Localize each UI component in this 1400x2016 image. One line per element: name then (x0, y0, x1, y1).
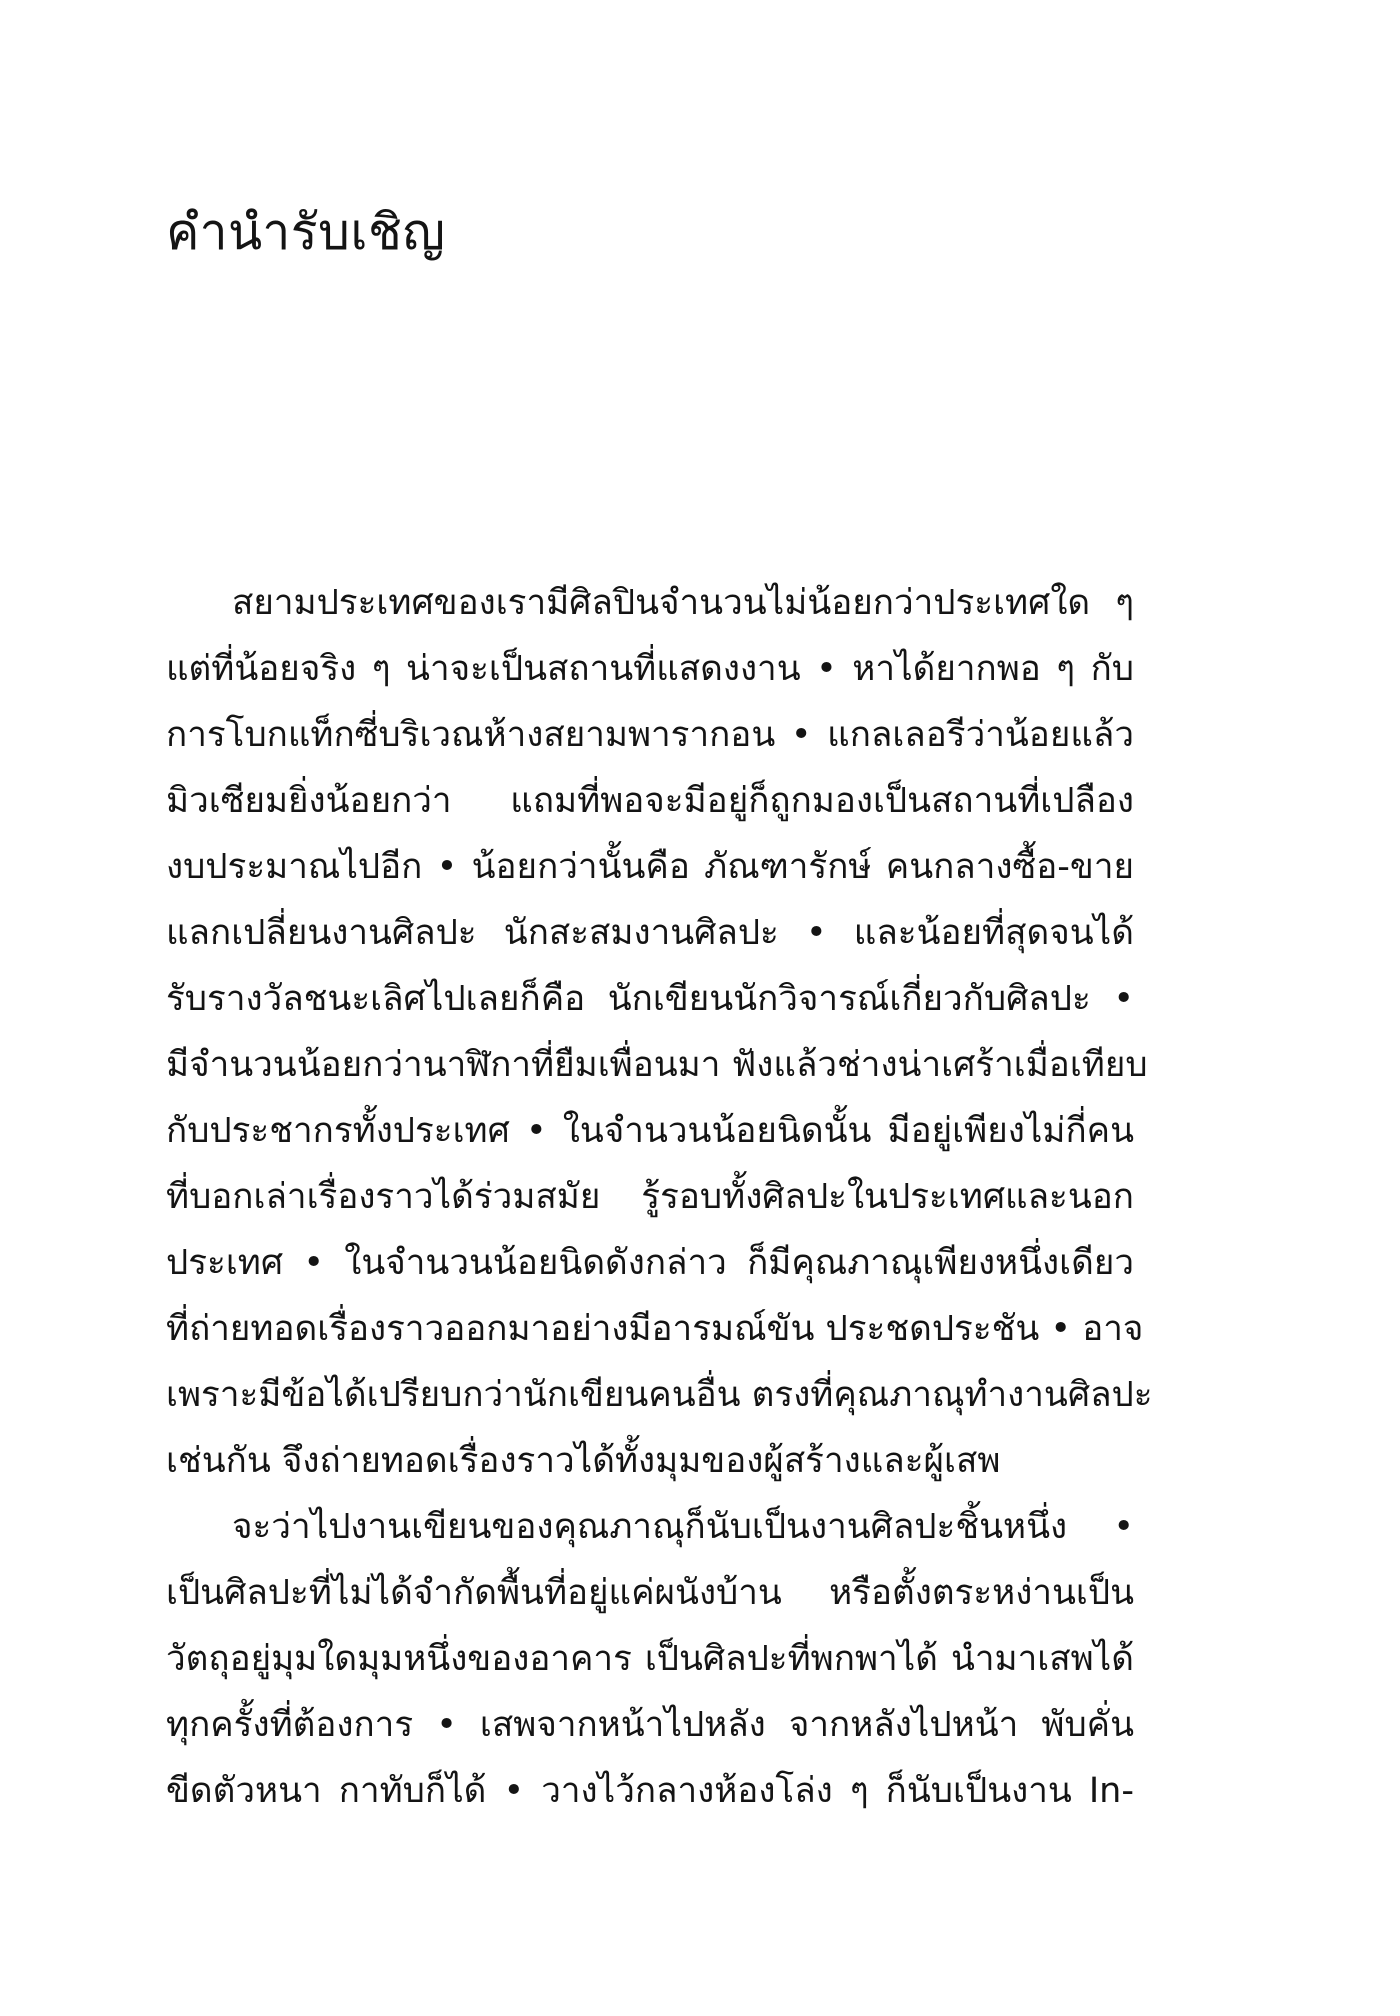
paragraph-2-line-4: ทุกครั้งที่ต้องการ • เสพจากหน้าไปหลัง จากหลังไปหน้า พับคั่น (166, 1705, 1134, 1745)
paragraph-2-line-3: วัตถุอยู่มุมใดมุมหนึ่งของอาคาร เป็นศิลปะที่พกพาได้ นำมาเสพได้ (166, 1639, 1134, 1679)
paragraph-1-line-9: กับประชากรทั้งประเทศ • ในจำนวนน้อยนิดนั้น มีอยู่เพียงไม่กี่คน (166, 1111, 1134, 1151)
paragraph-1-line-6: แลกเปลี่ยนงานศิลปะ นักสะสมงานศิลปะ • และน้อยที่สุดจนได้ (166, 913, 1134, 953)
paragraph-1-line-3: การโบกแท็กซี่บริเวณห้างสยามพารากอน • แกลเลอรีว่าน้อยแล้ว (166, 715, 1134, 755)
paragraph-1-line-8: มีจำนวนน้อยกว่านาฬิกาที่ยืมเพื่อนมา ฟังแล้วช่างน่าเศร้าเมื่อเทียบ (166, 1045, 1148, 1085)
paragraph-1-line-4: มิวเซียมยิ่งน้อยกว่า แถมที่พอจะมีอยู่ก็ถูกมองเป็นสถานที่เปลือง (166, 781, 1134, 821)
paragraph-1-line-1: สยามประเทศของเรามีศิลปินจำนวนไม่น้อยกว่าประเทศใด ๆ (232, 583, 1134, 623)
paragraph-2-line-5: ขีดตัวหนา กาทับก็ได้ • วางไว้กลางห้องโล่ง ๆ ก็นับเป็นงาน In- (166, 1771, 1134, 1811)
paragraph-2-line-1: จะว่าไปงานเขียนของคุณภาณุก็นับเป็นงานศิลปะชิ้นหนึ่ง • (232, 1507, 1134, 1547)
paragraph-1-line-14: เช่นกัน จึงถ่ายทอดเรื่องราวได้ทั้งมุมของผู้สร้างและผู้เสพ (166, 1441, 1001, 1481)
paragraph-1-line-5: งบประมาณไปอีก • น้อยกว่านั้นคือ ภัณฑารักษ์ คนกลางซื้อ-ขาย (166, 847, 1134, 887)
paragraph-1-line-2: แต่ที่น้อยจริง ๆ น่าจะเป็นสถานที่แสดงงาน • หาได้ยากพอ ๆ กับ (166, 649, 1134, 689)
paragraph-1-line-12: ที่ถ่ายทอดเรื่องราวออกมาอย่างมีอารมณ์ขัน ประชดประชัน • อาจ (166, 1309, 1144, 1349)
page-title: คำนำรับเชิญ (166, 203, 446, 261)
paragraph-1-line-10: ที่บอกเล่าเรื่องราวได้ร่วมสมัย รู้รอบทั้งศิลปะในประเทศและนอก (166, 1177, 1134, 1217)
paragraph-1-line-7: รับรางวัลชนะเลิศไปเลยก็คือ นักเขียนนักวิจารณ์เกี่ยวกับศิลปะ • (166, 979, 1134, 1019)
paragraph-1-line-11: ประเทศ • ในจำนวนน้อยนิดดังกล่าว ก็มีคุณภาณุเพียงหนึ่งเดียว (166, 1243, 1134, 1283)
body-text (166, 570, 1153, 1824)
paragraph-2-line-2: เป็นศิลปะที่ไม่ได้จำกัดพื้นที่อยู่แค่ผนังบ้าน หรือตั้งตระหง่านเป็น (166, 1573, 1134, 1613)
paragraph-1-line-13: เพราะมีข้อได้เปรียบกว่านักเขียนคนอื่น ตรงที่คุณภาณุทำงานศิลปะ (166, 1375, 1153, 1415)
